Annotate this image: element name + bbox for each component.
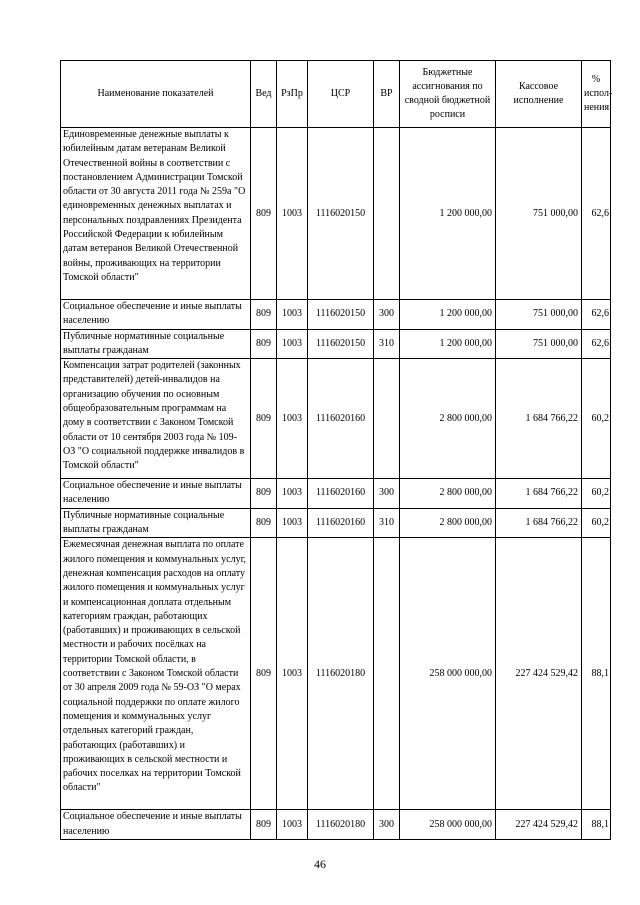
- header-percent: % испол-нения: [582, 61, 611, 128]
- table-row: [61, 300, 611, 330]
- cell-csr: 1116020180: [308, 810, 374, 840]
- cell-budget: 258 000 000,00: [400, 810, 496, 840]
- cell-rzpr: 1003: [277, 479, 308, 509]
- cell-rzpr: 1003: [277, 128, 308, 300]
- cell-percent: 62,6: [582, 329, 611, 359]
- header-budget: Бюджетные ассигнования по сводной бюджетной росписи: [400, 61, 496, 128]
- cell-name: Социальное обеспечение и иные выплаты населению: [61, 810, 251, 840]
- cell-vr: 310: [374, 508, 400, 538]
- cell-csr: 1116020160: [308, 479, 374, 509]
- cell-csr: 1116020160: [308, 508, 374, 538]
- cell-ved: 809: [251, 359, 277, 479]
- header-rzpr: РзПр: [277, 61, 308, 128]
- cell-percent: 88,1: [582, 538, 611, 810]
- cell-percent: 60,2: [582, 508, 611, 538]
- cell-percent: 88,1: [582, 810, 611, 840]
- cell-percent: 62,6: [582, 128, 611, 300]
- table-row: [61, 508, 611, 538]
- table-row: [61, 538, 611, 810]
- cell-ved: 809: [251, 479, 277, 509]
- cell-cash: 751 000,00: [496, 329, 582, 359]
- cell-vr: 300: [374, 810, 400, 840]
- cell-ved: 809: [251, 128, 277, 300]
- table-row: [61, 810, 611, 840]
- cell-rzpr: 1003: [277, 359, 308, 479]
- cell-cash: 1 684 766,22: [496, 508, 582, 538]
- table-header-row: [61, 61, 611, 128]
- cell-csr: 1116020150: [308, 329, 374, 359]
- cell-name: Ежемесячная денежная выплата по оплате жилого помещения и коммунальных услуг, денежная компенсация расходов на оплату жилого помещения и коммунальных услуг и компенсационная доплата отдельным категориям граждан, работающих (работавших) и проживающих в сельской местности и рабочих посёлках на территории Томской области, в соответствии с Законом Томской области от 30 апреля 2009 года № 59-ОЗ "О мерах социальной поддержки по оплате жилого помещения и коммунальных услуг отдельных категорий граждан, работающих (работавших) и проживающих в сельской местности и рабочих поселках на территории Томской области": [61, 538, 251, 810]
- cell-cash: 227 424 529,42: [496, 538, 582, 810]
- table-row: [61, 128, 611, 300]
- cell-ved: 809: [251, 538, 277, 810]
- cell-rzpr: 1003: [277, 538, 308, 810]
- table-body: [61, 128, 611, 840]
- cell-ved: 809: [251, 300, 277, 330]
- header-ved: Вед: [251, 61, 277, 128]
- cell-name: Социальное обеспечение и иные выплаты населению: [61, 300, 251, 330]
- table-row: [61, 329, 611, 359]
- page-number: 46: [314, 857, 326, 871]
- table-row: [61, 359, 611, 479]
- cell-budget: 2 800 000,00: [400, 359, 496, 479]
- cell-name: Публичные нормативные социальные выплаты гражданам: [61, 329, 251, 359]
- header-cash: Кассовое исполнение: [496, 61, 582, 128]
- cell-csr: 1116020180: [308, 538, 374, 810]
- cell-cash: 751 000,00: [496, 300, 582, 330]
- cell-vr: 310: [374, 329, 400, 359]
- header-vr: ВР: [374, 61, 400, 128]
- cell-ved: 809: [251, 329, 277, 359]
- cell-rzpr: 1003: [277, 810, 308, 840]
- cell-budget: 2 800 000,00: [400, 508, 496, 538]
- cell-name: Единовременные денежные выплаты к юбилейным датам ветеранам Великой Отечественной войны в соответствии с постановлением Администрации Томской области от 30 августа 2011 года № 259а "О единовременных денежных выплатах и персональных поздравлениях Президента Российской Федерации к юбилейным датам ветеранов Великой Отечественной войны, проживающих на территории Томской области": [61, 128, 251, 300]
- cell-budget: 1 200 000,00: [400, 128, 496, 300]
- header-name: Наименование показателей: [61, 61, 251, 128]
- cell-percent: 62,6: [582, 300, 611, 330]
- cell-name: Компенсация затрат родителей (законных представителей) детей-инвалидов на организацию обучения по основным общеобразовательным программам на дому в соответствии с Законом Томской области от 10 сентября 2003 года № 109-ОЗ "О социальной поддержке инвалидов в Томской области": [61, 359, 251, 479]
- cell-rzpr: 1003: [277, 329, 308, 359]
- cell-vr: [374, 359, 400, 479]
- table-row: [61, 479, 611, 509]
- cell-budget: 2 800 000,00: [400, 479, 496, 509]
- cell-budget: 1 200 000,00: [400, 300, 496, 330]
- cell-percent: 60,2: [582, 479, 611, 509]
- cell-rzpr: 1003: [277, 508, 308, 538]
- cell-budget: 258 000 000,00: [400, 538, 496, 810]
- cell-ved: 809: [251, 508, 277, 538]
- cell-percent: 60,2: [582, 359, 611, 479]
- cell-csr: 1116020150: [308, 300, 374, 330]
- cell-csr: 1116020160: [308, 359, 374, 479]
- cell-name: Публичные нормативные социальные выплаты гражданам: [61, 508, 251, 538]
- cell-vr: 300: [374, 300, 400, 330]
- cell-vr: 300: [374, 479, 400, 509]
- cell-vr: [374, 128, 400, 300]
- cell-cash: 1 684 766,22: [496, 479, 582, 509]
- cell-cash: 227 424 529,42: [496, 810, 582, 840]
- cell-name: Социальное обеспечение и иные выплаты населению: [61, 479, 251, 509]
- cell-ved: 809: [251, 810, 277, 840]
- cell-cash: 751 000,00: [496, 128, 582, 300]
- header-csr: ЦСР: [308, 61, 374, 128]
- cell-csr: 1116020150: [308, 128, 374, 300]
- cell-cash: 1 684 766,22: [496, 359, 582, 479]
- cell-vr: [374, 538, 400, 810]
- cell-budget: 1 200 000,00: [400, 329, 496, 359]
- budget-execution-table: [60, 60, 611, 840]
- cell-rzpr: 1003: [277, 300, 308, 330]
